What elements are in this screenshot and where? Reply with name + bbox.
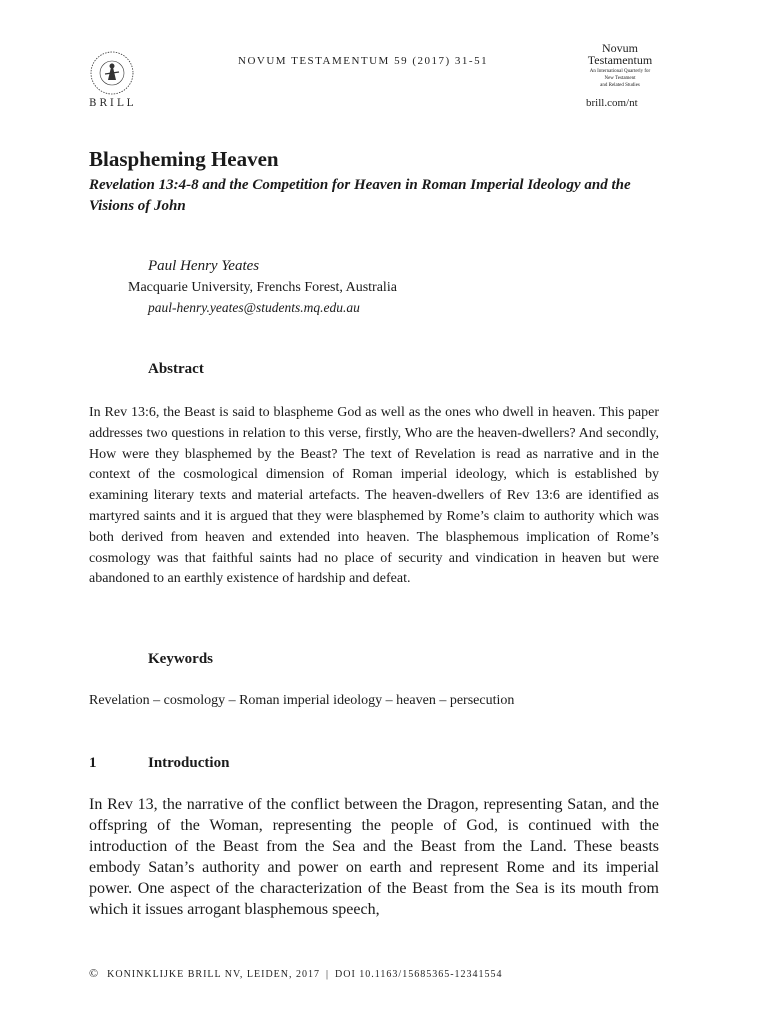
brill-seal-logo (89, 50, 135, 96)
introduction-text: In Rev 13, the narrative of the conflict between the Dragon, representing Satan, and the offspring of the Woman, representing the people of God, is continued with the introduction of the Beast from the Sea and the Beast from the Land. These beasts embody Satan’s authority and power on earth and represent Rome and its imperial power. One aspect of the characterization of the Beast from the Sea is its mouth from which it issues arrogant blasphemous speech, (89, 796, 659, 918)
footer (89, 966, 503, 981)
author-affiliation: Macquarie University, Frenchs Forest, Australia (128, 280, 397, 295)
footer-doi[interactable]: DOI 10.1163/15685365-12341554 (335, 969, 503, 980)
logo-line-1: Novum (602, 41, 638, 55)
copyright-symbol: © (89, 966, 100, 980)
logo-sub-2: New Testament (604, 76, 636, 81)
journal-citation: NOVUM TESTAMENTUM 59 (2017) 31-51 (238, 55, 489, 67)
abstract-text: In Rev 13:6, the Beast is said to blaspheme God as well as the ones who dwell in heaven. This paper addresses two questions in relation to this verse, firstly, Who are the heaven-dwellers? And secondly, How were they blasphemed by the Beast? The text of Revelation is read as narrative and in the context of the cosmological dimension of Roman imperial ideology, which is established by examining literary texts and material artefacts. The heaven-dwellers of Rev 13:6 are identified as martyred saints and it is argued that they were blasphemed by Rome’s claim to authority which was both derived from heaven and extended into heaven. The blasphemous implication of Rome’s cosmology was that faithful saints had no place of security and vindication in heaven but were abandoned to an earthly existence of hardship and defeat. (89, 405, 659, 587)
abstract-heading: Abstract (148, 361, 204, 377)
footer-publisher: KONINKLIJKE BRILL NV, LEIDEN, 2017 (107, 969, 320, 980)
section-title: Introduction (148, 755, 230, 771)
keywords-heading: Keywords (148, 651, 213, 667)
keywords-list: Revelation – cosmology – Roman imperial ideology – heaven – persecution (89, 693, 515, 708)
footer-separator: | (326, 969, 330, 980)
journal-url[interactable]: brill.com/nt (586, 97, 638, 109)
logo-sub-1: An International Quarterly for (589, 69, 651, 74)
section-number: 1 (89, 755, 97, 771)
logo-line-2: Testamentum (587, 53, 653, 67)
article-subtitle: Revelation 13:4-8 and the Competition for Heaven in Roman Imperial Ideology and the Visions of John (89, 177, 631, 214)
logo-subtitle (575, 68, 665, 89)
logo-sub-3: and Related Studies (600, 83, 640, 88)
article-title: Blaspheming Heaven (89, 147, 279, 171)
author-email[interactable]: paul-henry.yeates@students.mq.edu.au (148, 300, 360, 315)
publisher-name: BRILL (89, 98, 137, 109)
journal-logo (575, 42, 665, 89)
author-name: Paul Henry Yeates (148, 258, 260, 274)
